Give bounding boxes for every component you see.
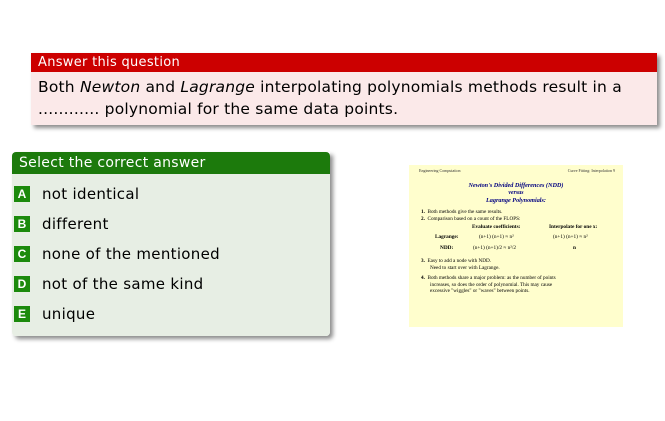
question-text-part: and bbox=[140, 78, 181, 96]
answer-block bbox=[12, 152, 330, 336]
slide-title: Newton's Divided Differences (NDD) bbox=[468, 182, 564, 189]
answer-options bbox=[12, 174, 330, 336]
slide-item-1 bbox=[421, 209, 502, 216]
slide-item-2 bbox=[421, 216, 520, 223]
slide-item-4 bbox=[421, 275, 556, 295]
answer-option-b[interactable] bbox=[12, 209, 330, 239]
slide-header bbox=[419, 168, 615, 173]
question-line-2: ............ polynomial for the same data points. bbox=[38, 100, 399, 118]
slide-cell: n bbox=[573, 245, 576, 251]
slide-cell: (n+1) (n+1) ≈ n² bbox=[553, 234, 588, 240]
question-term-lagrange: Lagrange bbox=[180, 78, 256, 96]
slide-item-number: 1. bbox=[421, 209, 425, 215]
question-text-part: interpolating polynomials methods result in a bbox=[255, 78, 622, 96]
slide-title-versus: versus bbox=[508, 190, 524, 196]
slide-thumbnail bbox=[409, 165, 623, 327]
option-label: not of the same kind bbox=[42, 275, 204, 293]
slide-item-number: 4. bbox=[421, 275, 425, 281]
option-letter-badge: D bbox=[14, 276, 30, 292]
question-term-newton: Newton bbox=[79, 78, 141, 96]
slide-item-text: Both methods give the same results. bbox=[427, 209, 503, 215]
slide-item-text: increases, so does the order of polynomial. This may cause bbox=[430, 281, 553, 288]
option-label: none of the mentioned bbox=[42, 245, 220, 263]
slide-cell: (n+1) (n+1)/2 ≈ n²/2 bbox=[473, 245, 516, 251]
slide-header-right: Curve Fitting: Interpolation 9 bbox=[567, 168, 615, 173]
slide-item-text: Both methods share a major problem: as the number of points bbox=[427, 275, 556, 281]
question-line-1 bbox=[38, 76, 657, 98]
option-label: not identical bbox=[42, 185, 140, 203]
option-letter-badge: A bbox=[14, 186, 30, 202]
option-letter-badge: B bbox=[14, 216, 30, 232]
slide-row-label-ndd: NDD: bbox=[440, 245, 454, 251]
slide-item-text: Easy to add a node with NDD. bbox=[427, 258, 492, 264]
answer-option-d[interactable] bbox=[12, 269, 330, 299]
slide-item-text: Comparison based on a count of the FLOPS: bbox=[427, 216, 521, 222]
question-block bbox=[31, 53, 657, 125]
question-header: Answer this question bbox=[31, 53, 657, 72]
slide-item-text: Need to start over with Lagrange. bbox=[430, 264, 500, 271]
answer-header: Select the correct answer bbox=[12, 152, 330, 174]
answer-option-e[interactable] bbox=[12, 299, 330, 329]
option-label: different bbox=[42, 215, 109, 233]
slide-col-head-interpolate: Interpolate for one x: bbox=[549, 224, 598, 230]
question-text bbox=[31, 72, 657, 125]
slide-item-3 bbox=[421, 258, 500, 271]
answer-option-c[interactable] bbox=[12, 239, 330, 269]
slide-item-number: 3. bbox=[421, 258, 425, 264]
option-letter-badge: E bbox=[14, 306, 30, 322]
option-label: unique bbox=[42, 305, 96, 323]
slide-row-label-lagrange: Lagrange: bbox=[435, 234, 459, 240]
slide-col-head-coefficients: Evaluate coefficients: bbox=[472, 224, 521, 230]
slide-header-left: Engineering Computation bbox=[419, 168, 461, 173]
slide-item-number: 2. bbox=[421, 216, 425, 222]
question-text-part: Both bbox=[38, 78, 80, 96]
option-letter-badge: C bbox=[14, 246, 30, 262]
slide-item-text: excessive "wiggles" or "waves" between points. bbox=[430, 288, 530, 294]
slide-cell: (n+1) (n+1) ≈ n² bbox=[479, 234, 514, 240]
answer-option-a[interactable] bbox=[12, 179, 330, 209]
slide-subtitle: Lagrange Polynomials: bbox=[486, 197, 546, 204]
